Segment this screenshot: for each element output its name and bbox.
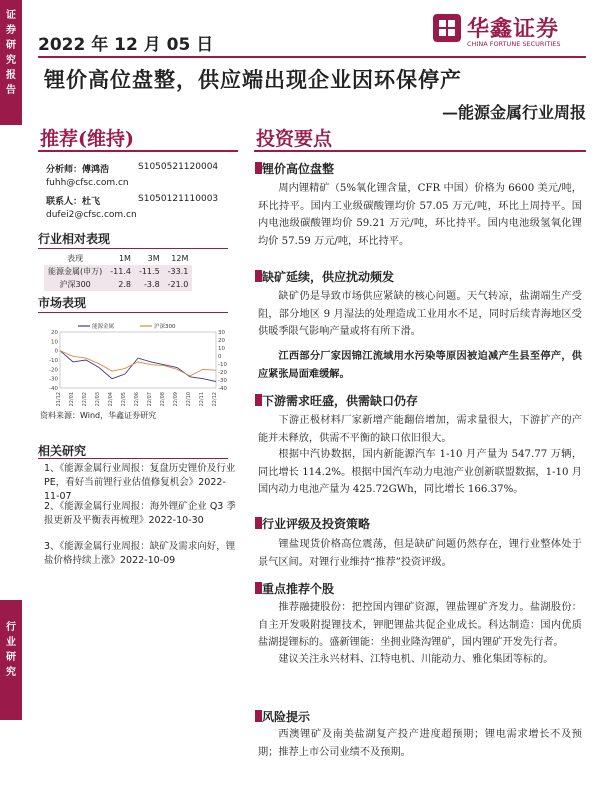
company-logo: [433, 12, 583, 54]
related-underline: [38, 458, 228, 459]
x-tick-label: 21/12: [56, 392, 62, 407]
x-tick-label: 22/11: [199, 392, 205, 407]
sidebar-bottom-text: 行业研究: [6, 622, 16, 678]
section-marker: [255, 582, 262, 594]
header-divider: [38, 56, 586, 58]
logo-text-en: CHINA FORTUNE SECURITIES: [467, 40, 561, 48]
section-marker: [255, 394, 262, 406]
section-marker: [255, 517, 262, 529]
y-tick-label-right: 20: [218, 338, 225, 344]
perf-underline: [38, 248, 228, 249]
market-chart: [38, 318, 233, 418]
section-paragraph: 建议关注永兴材料、江特电机、川能动力、雅化集团等标的。: [278, 654, 554, 665]
x-tick-label: 22/08: [160, 392, 166, 407]
y-tick-label: -40: [49, 386, 58, 392]
perf-cell: -33.1: [164, 265, 193, 278]
y-tick-label: -30: [49, 376, 58, 383]
series-line-energy-metals: [60, 351, 216, 382]
analyst-2-name: 杜飞: [82, 197, 101, 207]
chart-source: 资料来源：Wind，华鑫证券研究: [40, 411, 157, 420]
market-underline: [38, 312, 228, 313]
perf-header-row: [44, 252, 192, 265]
section-paragraph: 锂盐现货价格高位震荡，但是缺矿问题仍然存在，锂行业整体处于景气区间。对锂行业维持“推荐”投资评级。: [258, 539, 582, 568]
report-title: 锂价高位盘整，供应端出现企业因环保停产: [44, 67, 462, 92]
analyst-2-email: dufei2@cfsc.com.cn: [46, 210, 137, 220]
section-heading: 重点推荐个股: [262, 582, 335, 596]
section-heading: 行业评级及投资策略: [262, 517, 371, 531]
analyst-2-role: 联系人：: [46, 197, 83, 207]
x-tick-label: 22/05: [121, 392, 127, 407]
x-tick-label: 22/01: [69, 392, 75, 407]
legend-label: 能源金属: [92, 324, 115, 330]
section-heading: 风险提示: [262, 710, 311, 724]
y-tick-label-right: -30: [218, 378, 227, 384]
section-paragraph: 缺矿仍是导致市场供应紧缺的核心问题。天气转凉，盐湖端生产受阻，部分地区 9 月湿法的处理造成工业用水不足，同时后续青海地区受供暖季限气影响产量或将有所下滑。: [258, 291, 582, 337]
rating-underline: [38, 150, 238, 152]
perf-cell: -21.0: [164, 278, 193, 291]
y-tick-label: 20: [51, 330, 58, 336]
market-heading: 市场表现: [38, 296, 87, 310]
y-tick-label: 10: [51, 339, 58, 346]
section-paragraph: 江西部分厂家因锦江流域用水污染等原因被迫减产生县至停产，供应紧张局面难缓解。: [258, 350, 582, 380]
section-heading: 缺矿延续，供应扰动频发: [262, 270, 395, 284]
invest-underline: [254, 150, 586, 152]
sidebar-top-text: 证券研究报告: [6, 10, 16, 96]
y-tick-label-right: 30: [218, 330, 225, 336]
sidebar-top-strip: [0, 0, 22, 125]
section-marker: [255, 162, 262, 174]
y-tick-label-right: -20: [218, 370, 227, 376]
report-subtitle: —能源金属行业周报: [441, 103, 586, 122]
section-heading: 下游需求旺盛，供需缺口仍存: [262, 394, 419, 408]
analyst-1-name: 傅鸿浩: [82, 165, 110, 175]
section-paragraph: 推荐融捷股份：把控国内锂矿资源，锂盐锂矿齐发力。盐湖股份：自主开发吸附提锂技术，钾肥锂盐共促企业成长。科达制造：国内优质盐湖提锂标的。盛新锂能：坐拥业隆沟锂矿，国内锂矿开发先行者。: [258, 602, 582, 648]
series-line-hs300: [60, 351, 216, 376]
perf-heading: 行业相对表现: [38, 232, 111, 246]
perf-col: 表现: [67, 254, 84, 263]
perf-cell: 沪深300: [44, 278, 106, 291]
x-tick-label: 22/02: [82, 392, 88, 407]
y-tick-label-right: 10: [218, 346, 225, 352]
analyst-2: [46, 194, 219, 207]
analyst-1-role: 分析师：: [46, 165, 83, 175]
section-marker: [255, 270, 262, 282]
perf-cell: -11.4: [106, 265, 135, 278]
analyst-1-id: S1050521120004: [138, 162, 219, 172]
sidebar: [0, 0, 22, 800]
section-paragraph: 西澳锂矿及南美盐湖复产投产进度超预期；锂电需求增长不及预期；推荐上市公司业绩不及预期。: [258, 729, 582, 758]
table-row: [44, 265, 192, 278]
legend-label: 沪深300: [154, 324, 176, 330]
y-tick-label: -10: [49, 358, 58, 364]
y-tick-label-right: -40: [218, 386, 227, 392]
y-tick-label-right: 0: [218, 354, 222, 360]
analyst-1: [46, 162, 219, 175]
analyst-2-id: S1050121110003: [138, 194, 219, 204]
logo-mark-icon: [433, 14, 461, 42]
perf-cell: -3.8: [135, 278, 164, 291]
section-paragraph: 周内锂精矿（5%氧化锂含量，CFR 中国）价格为 6600 美元/吨，环比持平。国内工业级碳酸锂均价 57.05 万元/吨，环比上周持平。国内电池级碳酸锂均价 59.21 万元/吨，环比持平。国内电池级氢氧化锂均价 57.59 万元/吨，环比持平。: [258, 183, 582, 247]
perf-col: 12M: [171, 254, 189, 263]
perf-table: [44, 252, 192, 291]
invest-heading: 投资要点: [256, 128, 333, 150]
x-tick-label: 22/10: [186, 392, 192, 407]
perf-cell: 2.8: [106, 278, 135, 291]
y-tick-label: 0: [54, 348, 58, 355]
related-heading: 相关研究: [38, 444, 87, 458]
analyst-1-email: fuhh@cfsc.com.cn: [46, 178, 129, 188]
y-tick-label: -20: [49, 367, 58, 374]
report-date: 2022 年 12 月 05 日: [38, 35, 214, 55]
perf-col: 3M: [147, 254, 160, 263]
x-tick-label: 22/12: [212, 392, 218, 407]
x-tick-label: 22/06: [134, 392, 140, 407]
x-tick-label: 22/04: [108, 392, 114, 407]
x-tick-label: 22/07: [147, 392, 153, 407]
perf-cell: 能源金属(申万): [44, 265, 106, 278]
perf-col: 1M: [118, 254, 131, 263]
list-item[interactable]: 2、《能源金属行业周报：海外锂矿企业 Q3 季报更新及平衡表再梳理》2022-10-30: [44, 501, 236, 526]
perf-cell: -11.5: [135, 265, 164, 278]
rating-heading: 推荐(维持): [40, 128, 134, 150]
y-tick-label-right: -10: [218, 362, 227, 368]
x-tick-label: 22/09: [173, 392, 179, 407]
section-marker: [255, 710, 262, 722]
section-paragraph: 下游正极材料厂家新增产能翻倍增加，需求量很大，下游扩产的产能并未释放，供需不平衡的缺口依旧很大。: [258, 415, 582, 444]
section-heading: 锂价高位盘整: [262, 162, 335, 176]
x-tick-label: 22/03: [95, 392, 101, 407]
logo-text-cn: 华鑫证券: [467, 17, 560, 42]
list-item[interactable]: 3、《能源金属行业周报：缺矿及需求向好，锂盐价格持续上涨》2022-10-09: [44, 541, 236, 566]
table-row: [44, 278, 192, 291]
section-paragraph: 根据中汽协数据，国内新能源汽车 1-10 月产量为 547.77 万辆，同比增长 114.2%。根据中国汽车动力电池产业创新联盟数据，1-10 月国内动力电池产量为 425.72GWh，同比增长 166.37%。: [258, 449, 582, 495]
sidebar-bottom-strip: [0, 600, 22, 720]
list-item[interactable]: 1、《能源金属行业周报：复盘历史锂价及行业 PE，看好当前锂行业估值修复机会》2022-11-07: [44, 463, 236, 502]
